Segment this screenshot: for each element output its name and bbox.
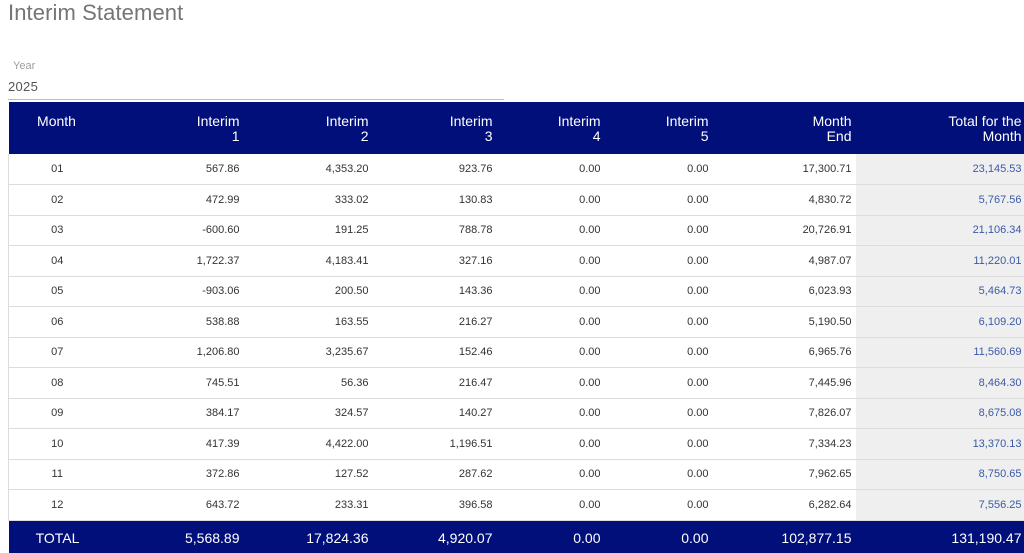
cell-interim-5: 0.00 [687, 193, 709, 206]
cell-month: 04 [9, 246, 111, 277]
cell-interim-3: 788.78 [458, 224, 493, 237]
header-month-label: Month [37, 113, 76, 129]
cell-interim-2: 191.25 [334, 224, 369, 237]
cell-interim-5: 0.00 [687, 468, 709, 481]
cell-month: 08 [9, 368, 111, 399]
table-row[interactable] [9, 276, 1024, 307]
cell-month-end: 6,965.76 [808, 346, 852, 359]
cell-interim-4: 0.00 [579, 376, 601, 389]
header-total-line2: Month [982, 128, 1022, 144]
cell-interim-3: 216.27 [458, 315, 493, 328]
page-title: Interim Statement [8, 0, 184, 25]
cell-interim-4: 0.00 [579, 285, 601, 298]
cell-interim-1: 372.86 [205, 468, 240, 481]
table-body [9, 154, 1024, 520]
cell-interim-4: 0.00 [579, 163, 601, 175]
table-total-row [9, 520, 1024, 553]
cell-month-end: 4,830.72 [808, 193, 852, 206]
cell-month: 05 [9, 276, 111, 307]
total-label: TOTAL [35, 530, 80, 547]
cell-interim-2: 233.31 [334, 498, 369, 511]
cell-total-for-month[interactable]: 21,106.34 [856, 215, 1024, 246]
cell-interim-3: 130.83 [458, 193, 493, 206]
header-interim-3-line2: 3 [484, 128, 493, 144]
header-interim-1-line1: Interim [196, 113, 240, 129]
cell-interim-5: 0.00 [687, 285, 709, 298]
table-row[interactable] [9, 490, 1024, 521]
cell-month: 01 [9, 154, 111, 185]
header-interim-1[interactable] [111, 102, 243, 154]
cell-month-end: 6,023.93 [808, 285, 852, 298]
total-interim-2: 17,824.36 [306, 530, 369, 547]
cell-interim-5: 0.00 [687, 437, 709, 450]
header-interim-2-line2: 2 [360, 128, 369, 144]
table-row[interactable] [9, 246, 1024, 277]
cell-interim-5: 0.00 [687, 498, 709, 511]
cell-interim-3: 143.36 [458, 285, 493, 298]
cell-interim-2: 163.55 [334, 315, 369, 328]
total-interim-4: 0.00 [573, 530, 601, 547]
cell-month-end: 7,962.65 [808, 468, 852, 481]
cell-interim-1: 643.72 [205, 498, 240, 511]
cell-total-for-month[interactable]: 8,750.65 [856, 459, 1024, 490]
cell-month: 07 [9, 337, 111, 368]
table-row[interactable] [9, 185, 1024, 216]
cell-interim-2: 333.02 [334, 193, 369, 206]
total-month-end: 102,877.15 [781, 530, 852, 547]
total-grand-total: 131,190.47 [951, 530, 1022, 547]
header-total-for-month[interactable] [856, 102, 1024, 154]
header-month-end-line2: End [826, 128, 852, 144]
year-value[interactable]: 2025 [8, 79, 39, 94]
cell-interim-3: 1,196.51 [449, 437, 493, 450]
header-month-end-line1: Month [812, 113, 852, 129]
cell-total-for-month[interactable]: 8,675.08 [856, 398, 1024, 429]
cell-interim-1: 745.51 [205, 376, 240, 389]
cell-month-end: 7,445.96 [808, 376, 852, 389]
cell-month: 03 [9, 215, 111, 246]
header-interim-1-line2: 1 [231, 128, 240, 144]
cell-month: 12 [9, 490, 111, 521]
cell-interim-3: 152.46 [458, 346, 493, 359]
cell-total-for-month[interactable]: 5,767.56 [856, 185, 1024, 216]
cell-total-for-month[interactable]: 13,370.13 [856, 429, 1024, 460]
header-interim-3-line1: Interim [449, 113, 493, 129]
cell-month: 06 [9, 307, 111, 338]
header-interim-5-line1: Interim [665, 113, 709, 129]
header-total-line1: Total for the [948, 113, 1022, 129]
cell-interim-5: 0.00 [687, 224, 709, 237]
header-interim-2-line1: Interim [325, 113, 369, 129]
cell-interim-3: 923.76 [458, 163, 493, 175]
cell-month: 10 [9, 429, 111, 460]
cell-interim-5: 0.00 [687, 315, 709, 328]
cell-interim-1: 472.99 [205, 193, 240, 206]
cell-interim-5: 0.00 [687, 407, 709, 420]
cell-interim-1: 1,206.80 [196, 346, 240, 359]
total-interim-5: 0.00 [681, 530, 709, 547]
interim-statement-table [8, 102, 1024, 553]
header-interim-2[interactable] [243, 102, 373, 154]
cell-interim-1: 1,722.37 [196, 254, 240, 267]
cell-total-for-month[interactable]: 8,464.30 [856, 368, 1024, 399]
cell-month-end: 4,987.07 [808, 254, 852, 267]
cell-interim-2: 200.50 [334, 285, 369, 298]
table-row[interactable] [9, 337, 1024, 368]
cell-interim-3: 327.16 [458, 254, 493, 267]
header-interim-4-line2: 4 [592, 128, 601, 144]
cell-interim-3: 140.27 [458, 407, 493, 420]
table-row[interactable] [9, 429, 1024, 460]
cell-interim-4: 0.00 [579, 498, 601, 511]
cell-month-end: 20,726.91 [802, 224, 852, 237]
cell-interim-1: -903.06 [202, 285, 240, 298]
year-label: Year [13, 60, 36, 72]
table-row[interactable] [9, 307, 1024, 338]
table-row[interactable] [9, 459, 1024, 490]
cell-interim-4: 0.00 [579, 437, 601, 450]
cell-interim-1: 538.88 [205, 315, 240, 328]
cell-interim-1: 567.86 [205, 163, 240, 175]
cell-interim-3: 216.47 [458, 376, 493, 389]
cell-interim-5: 0.00 [687, 163, 709, 175]
cell-month-end: 7,334.23 [808, 437, 852, 450]
table-row[interactable] [9, 368, 1024, 399]
header-month[interactable] [9, 102, 111, 154]
year-field[interactable] [8, 58, 504, 100]
cell-interim-5: 0.00 [687, 376, 709, 389]
table-row[interactable] [9, 154, 1024, 185]
table-row[interactable] [9, 215, 1024, 246]
cell-total-for-month[interactable]: 11,220.01 [856, 246, 1024, 277]
cell-interim-5: 0.00 [687, 346, 709, 359]
cell-interim-3: 287.62 [458, 468, 493, 481]
header-interim-3[interactable] [373, 102, 497, 154]
cell-total-for-month[interactable]: 23,145.53 [856, 154, 1024, 185]
cell-interim-1: -600.60 [202, 224, 240, 237]
total-interim-3: 4,920.07 [438, 530, 493, 547]
cell-total-for-month[interactable]: 11,560.69 [856, 337, 1024, 368]
header-interim-4[interactable] [497, 102, 605, 154]
cell-interim-4: 0.00 [579, 346, 601, 359]
cell-interim-2: 3,235.67 [325, 346, 369, 359]
cell-total-for-month[interactable]: 5,464.73 [856, 276, 1024, 307]
cell-interim-2: 4,353.20 [325, 163, 369, 175]
cell-interim-4: 0.00 [579, 407, 601, 420]
cell-month: 11 [9, 459, 111, 490]
cell-month-end: 17,300.71 [802, 163, 852, 175]
cell-interim-1: 384.17 [205, 407, 240, 420]
cell-interim-1: 417.39 [205, 437, 240, 450]
cell-month: 09 [9, 398, 111, 429]
cell-interim-4: 0.00 [579, 193, 601, 206]
cell-interim-2: 127.52 [334, 468, 369, 481]
cell-interim-2: 4,422.00 [325, 437, 369, 450]
cell-interim-4: 0.00 [579, 224, 601, 237]
cell-interim-3: 396.58 [458, 498, 493, 511]
header-interim-5[interactable] [605, 102, 713, 154]
cell-interim-4: 0.00 [579, 254, 601, 267]
cell-interim-5: 0.00 [687, 254, 709, 267]
cell-interim-4: 0.00 [579, 468, 601, 481]
cell-interim-4: 0.00 [579, 315, 601, 328]
cell-interim-2: 56.36 [340, 376, 369, 389]
header-interim-5-line2: 5 [700, 128, 709, 144]
cell-month-end: 5,190.50 [808, 315, 852, 328]
header-interim-4-line1: Interim [557, 113, 601, 129]
table-row[interactable] [9, 398, 1024, 429]
cell-interim-2: 4,183.41 [325, 254, 369, 267]
total-interim-1: 5,568.89 [185, 530, 240, 547]
cell-interim-2: 324.57 [334, 407, 369, 420]
cell-month-end: 6,282.64 [808, 498, 852, 511]
cell-total-for-month[interactable]: 6,109.20 [856, 307, 1024, 338]
cell-total-for-month[interactable]: 7,556.25 [856, 490, 1024, 521]
cell-month-end: 7,826.07 [808, 407, 852, 420]
cell-month: 02 [9, 185, 111, 216]
header-month-end[interactable] [713, 102, 856, 154]
table-header-row [9, 102, 1024, 154]
